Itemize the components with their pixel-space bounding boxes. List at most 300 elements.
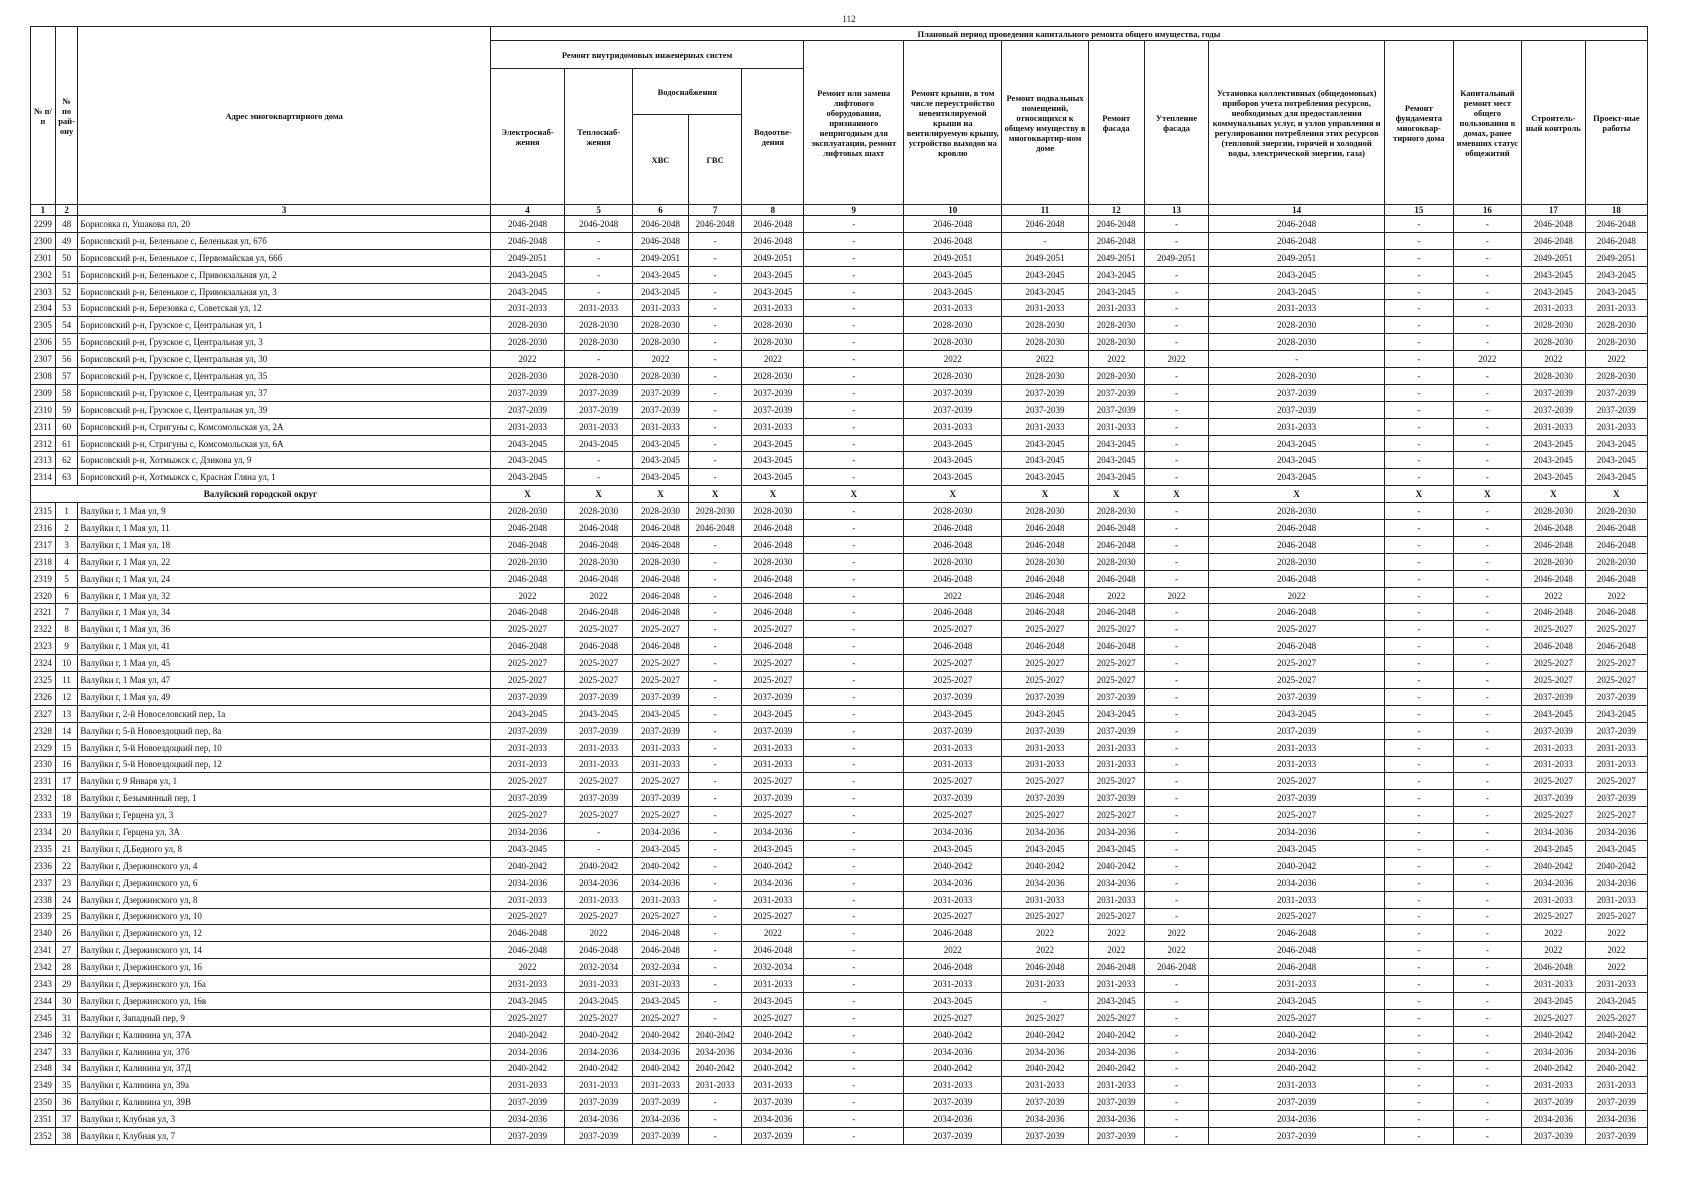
- table-cell: 2025-2027: [565, 621, 633, 638]
- table-cell: 2046-2048: [1521, 570, 1585, 587]
- table-cell: -: [1144, 368, 1209, 385]
- address-cell: Борисовский р-н, Грузское с, Центральная ул, 3: [78, 334, 490, 351]
- table-cell: 2031-2033: [1585, 739, 1647, 756]
- table-cell: -: [804, 959, 904, 976]
- table-cell: 2049-2051: [1144, 249, 1209, 266]
- column-number: 6: [633, 205, 689, 216]
- table-cell: 2025-2027: [742, 621, 804, 638]
- table-cell: -: [1453, 857, 1521, 874]
- address-cell: Валуйки г, 5-й Новоездоцкий пер, 10: [78, 739, 490, 756]
- table-cell: 2028-2030: [565, 503, 633, 520]
- table-cell: 2025-2027: [1002, 908, 1089, 925]
- table-cell: 2025-2027: [1585, 621, 1647, 638]
- table-row: [31, 773, 1648, 790]
- table-cell: 2025-2027: [1088, 672, 1144, 689]
- table-cell: 19: [55, 807, 78, 824]
- table-cell: -: [1384, 655, 1453, 672]
- address-cell: Валуйки г, 5-й Новоездоцкий пер, 12: [78, 756, 490, 773]
- table-cell: -: [1453, 976, 1521, 993]
- table-cell: 2028-2030: [490, 317, 564, 334]
- table-cell: -: [688, 925, 742, 942]
- table-cell: 2028-2030: [1521, 503, 1585, 520]
- table-cell: 50: [55, 249, 78, 266]
- table-cell: -: [1144, 232, 1209, 249]
- header-design: Проект-ные работы: [1585, 41, 1647, 205]
- table-cell: -: [1384, 553, 1453, 570]
- table-cell: 2025-2027: [1002, 773, 1089, 790]
- table-cell: 1: [55, 503, 78, 520]
- table-cell: 2043-2045: [1521, 992, 1585, 1009]
- table-cell: -: [1144, 1094, 1209, 1111]
- table-cell: -: [804, 688, 904, 705]
- table-cell: 63: [55, 469, 78, 486]
- table-cell: 2034-2036: [490, 874, 564, 891]
- table-cell: 2305: [31, 317, 56, 334]
- address-cell: Борисовский р-н, Грузское с, Центральная ул, 39: [78, 401, 490, 418]
- header-insulation: Утепление фасада: [1144, 41, 1209, 205]
- table-cell: 2342: [31, 959, 56, 976]
- table-cell: -: [1144, 401, 1209, 418]
- table-cell: 2046-2048: [1088, 604, 1144, 621]
- table-cell: 2046-2048: [1209, 604, 1384, 621]
- table-cell: 2022: [1088, 351, 1144, 368]
- table-cell: -: [804, 1094, 904, 1111]
- table-cell: -: [1384, 1009, 1453, 1026]
- table-cell: 2022: [1088, 587, 1144, 604]
- table-cell: 2028-2030: [742, 368, 804, 385]
- table-cell: -: [1144, 604, 1209, 621]
- column-number: 16: [1453, 205, 1521, 216]
- table-cell: 2046-2048: [742, 587, 804, 604]
- header-dormitory: Капитальный ремонт мест общего пользования в домах, ранее имевших статус общежитий: [1453, 41, 1521, 205]
- table-cell: 2028-2030: [1521, 368, 1585, 385]
- address-cell: Валуйки г, Дзержинского ул, 16в: [78, 992, 490, 1009]
- table-cell: -: [804, 1128, 904, 1145]
- table-cell: 2031-2033: [742, 976, 804, 993]
- table-cell: 2040-2042: [1585, 1060, 1647, 1077]
- table-cell: -: [1384, 891, 1453, 908]
- table-row: [31, 401, 1648, 418]
- column-number: 13: [1144, 205, 1209, 216]
- table-cell: 2025-2027: [742, 908, 804, 925]
- table-cell: 2031-2033: [1088, 756, 1144, 773]
- table-cell: 2300: [31, 232, 56, 249]
- table-cell: X: [804, 486, 904, 503]
- table-cell: 2031-2033: [1002, 756, 1089, 773]
- table-cell: 2046-2048: [1088, 959, 1144, 976]
- table-cell: -: [1144, 857, 1209, 874]
- table-cell: 2022: [1209, 587, 1384, 604]
- table-cell: 2043-2045: [490, 992, 564, 1009]
- table-cell: 32: [55, 1026, 78, 1043]
- address-cell: Борисовка п, Ушакова пл, 20: [78, 216, 490, 233]
- table-cell: 2025-2027: [565, 672, 633, 689]
- table-cell: -: [688, 790, 742, 807]
- table-cell: 2037-2039: [633, 1128, 689, 1145]
- table-cell: 2022: [565, 925, 633, 942]
- table-cell: -: [1453, 959, 1521, 976]
- table-cell: 2040-2042: [490, 1060, 564, 1077]
- table-cell: -: [1453, 587, 1521, 604]
- address-cell: Валуйки г, 5-й Новоездоцкий пер, 8а: [78, 722, 490, 739]
- table-cell: 2040-2042: [1002, 1026, 1089, 1043]
- table-cell: 2031-2033: [1585, 976, 1647, 993]
- table-cell: -: [804, 604, 904, 621]
- table-cell: 24: [55, 891, 78, 908]
- table-cell: 2031-2033: [1088, 891, 1144, 908]
- table-cell: 2034-2036: [565, 1043, 633, 1060]
- table-cell: -: [804, 1111, 904, 1128]
- table-cell: 2043-2045: [1521, 705, 1585, 722]
- table-cell: -: [1453, 1043, 1521, 1060]
- table-cell: 2025-2027: [1521, 908, 1585, 925]
- address-cell: Борисовский р-н, Грузское с, Центральная ул, 35: [78, 368, 490, 385]
- table-cell: 2022: [1585, 925, 1647, 942]
- table-cell: 2032-2034: [565, 959, 633, 976]
- table-cell: 2028-2030: [1088, 553, 1144, 570]
- table-cell: 2043-2045: [742, 435, 804, 452]
- table-cell: 2046-2048: [742, 638, 804, 655]
- table-cell: 2046-2048: [490, 232, 564, 249]
- table-cell: -: [688, 908, 742, 925]
- table-cell: 2025-2027: [1088, 1009, 1144, 1026]
- table-cell: 2031-2033: [904, 300, 1002, 317]
- table-cell: 2043-2045: [904, 452, 1002, 469]
- table-cell: -: [1144, 469, 1209, 486]
- address-cell: Борисовский р-н, Грузское с, Центральная ул, 30: [78, 351, 490, 368]
- table-cell: 2028-2030: [1209, 334, 1384, 351]
- table-cell: 2037-2039: [565, 688, 633, 705]
- table-cell: 2037-2039: [1088, 688, 1144, 705]
- table-cell: 2028-2030: [1209, 503, 1384, 520]
- table-cell: 2034-2036: [565, 1111, 633, 1128]
- table-cell: -: [1144, 1043, 1209, 1060]
- table-cell: 2034-2036: [633, 1111, 689, 1128]
- address-cell: Валуйки г, Калинина ул, 37Д: [78, 1060, 490, 1077]
- table-cell: 2043-2045: [1585, 840, 1647, 857]
- table-cell: 2037-2039: [742, 384, 804, 401]
- table-row: [31, 604, 1648, 621]
- table-cell: 2028-2030: [633, 334, 689, 351]
- table-row: [31, 722, 1648, 739]
- table-cell: 2301: [31, 249, 56, 266]
- table-cell: 2046-2048: [1209, 942, 1384, 959]
- table-cell: 15: [55, 739, 78, 756]
- table-cell: 2049-2051: [490, 249, 564, 266]
- table-cell: 2043-2045: [1002, 266, 1089, 283]
- table-row: [31, 384, 1648, 401]
- table-cell: 2046-2048: [1209, 216, 1384, 233]
- table-cell: 2025-2027: [742, 807, 804, 824]
- table-cell: -: [688, 638, 742, 655]
- table-cell: 2040-2042: [633, 1026, 689, 1043]
- table-cell: -: [688, 384, 742, 401]
- table-cell: 2046-2048: [1521, 232, 1585, 249]
- table-cell: 2046-2048: [904, 216, 1002, 233]
- table-cell: 2037-2039: [1088, 1094, 1144, 1111]
- table-cell: 54: [55, 317, 78, 334]
- table-cell: 2022: [1585, 351, 1647, 368]
- table-cell: 2025-2027: [1585, 1009, 1647, 1026]
- table-cell: 2046-2048: [1209, 520, 1384, 537]
- table-cell: 2025-2027: [565, 1009, 633, 1026]
- table-cell: 2022: [1453, 351, 1521, 368]
- table-cell: 2031-2033: [633, 756, 689, 773]
- table-cell: 2034-2036: [688, 1043, 742, 1060]
- table-cell: -: [1384, 621, 1453, 638]
- table-cell: 2321: [31, 604, 56, 621]
- table-cell: 2031-2033: [904, 739, 1002, 756]
- table-cell: 10: [55, 655, 78, 672]
- table-cell: -: [1453, 553, 1521, 570]
- table-cell: -: [804, 790, 904, 807]
- table-row: [31, 688, 1648, 705]
- table-cell: 2037-2039: [490, 384, 564, 401]
- table-cell: 2028-2030: [1088, 368, 1144, 385]
- table-cell: 2031-2033: [742, 756, 804, 773]
- table-cell: 61: [55, 435, 78, 452]
- table-cell: 2034-2036: [1585, 874, 1647, 891]
- table-cell: 2306: [31, 334, 56, 351]
- header-engineering-systems: Ремонт внутридомовых инженерных систем: [490, 41, 803, 69]
- table-cell: -: [1384, 1060, 1453, 1077]
- table-row: [31, 520, 1648, 537]
- table-row: [31, 570, 1648, 587]
- table-cell: X: [688, 486, 742, 503]
- table-row: [31, 891, 1648, 908]
- table-cell: 2025-2027: [1088, 621, 1144, 638]
- table-cell: -: [1453, 807, 1521, 824]
- table-cell: -: [1384, 638, 1453, 655]
- table-cell: 2025-2027: [633, 1009, 689, 1026]
- table-cell: 2025-2027: [1002, 1009, 1089, 1026]
- table-cell: 2043-2045: [1209, 705, 1384, 722]
- table-cell: 2034-2036: [565, 874, 633, 891]
- table-row: [31, 334, 1648, 351]
- table-cell: -: [804, 1043, 904, 1060]
- table-cell: 2043-2045: [1209, 435, 1384, 452]
- column-number: 14: [1209, 205, 1384, 216]
- table-cell: 30: [55, 992, 78, 1009]
- table-cell: 2040-2042: [490, 1026, 564, 1043]
- table-cell: 2031-2033: [1585, 756, 1647, 773]
- table-cell: -: [804, 503, 904, 520]
- table-cell: -: [1144, 1128, 1209, 1145]
- address-cell: Валуйки г, Дзержинского ул, 6: [78, 874, 490, 891]
- table-row: [31, 840, 1648, 857]
- table-cell: 2028-2030: [1002, 368, 1089, 385]
- table-cell: 2031-2033: [1209, 418, 1384, 435]
- table-cell: 2031-2033: [1521, 891, 1585, 908]
- table-row: [31, 283, 1648, 300]
- table-cell: 2046-2048: [490, 604, 564, 621]
- table-cell: -: [1144, 672, 1209, 689]
- table-cell: -: [1384, 959, 1453, 976]
- table-cell: 2028-2030: [1209, 317, 1384, 334]
- table-cell: 2046-2048: [490, 216, 564, 233]
- table-cell: 2037-2039: [904, 384, 1002, 401]
- table-cell: 2043-2045: [1585, 705, 1647, 722]
- table-row: [31, 925, 1648, 942]
- table-cell: 2343: [31, 976, 56, 993]
- table-cell: -: [688, 283, 742, 300]
- table-cell: -: [1453, 216, 1521, 233]
- table-cell: -: [1002, 992, 1089, 1009]
- table-cell: -: [1144, 722, 1209, 739]
- table-cell: 2344: [31, 992, 56, 1009]
- table-cell: -: [804, 925, 904, 942]
- table-cell: -: [688, 266, 742, 283]
- table-cell: 2309: [31, 384, 56, 401]
- table-cell: 2322: [31, 621, 56, 638]
- table-cell: 2037-2039: [1088, 722, 1144, 739]
- table-cell: -: [688, 351, 742, 368]
- table-cell: X: [633, 486, 689, 503]
- address-cell: Валуйки г, Калинина ул, 37б: [78, 1043, 490, 1060]
- table-cell: -: [688, 553, 742, 570]
- table-cell: -: [1453, 874, 1521, 891]
- table-cell: -: [1453, 317, 1521, 334]
- table-cell: 2037-2039: [565, 1094, 633, 1111]
- header-facade: Ремонт фасада: [1088, 41, 1144, 205]
- table-cell: 2046-2048: [633, 587, 689, 604]
- section-row: [31, 486, 1648, 503]
- column-number: 11: [1002, 205, 1089, 216]
- table-cell: -: [1384, 722, 1453, 739]
- table-cell: 2046-2048: [742, 216, 804, 233]
- table-cell: 2031-2033: [1521, 756, 1585, 773]
- table-cell: 2028-2030: [633, 553, 689, 570]
- table-cell: 2025-2027: [633, 807, 689, 824]
- header-basement: Ремонт подвальных помещений, относящихся к общему имуществу в многоквартир-ном доме: [1002, 41, 1089, 205]
- table-cell: 2046-2048: [1585, 604, 1647, 621]
- table-row: [31, 553, 1648, 570]
- table-cell: 2319: [31, 570, 56, 587]
- table-cell: 2031-2033: [742, 300, 804, 317]
- table-cell: -: [804, 655, 904, 672]
- table-cell: 2046-2048: [490, 520, 564, 537]
- table-cell: 2025-2027: [1002, 621, 1089, 638]
- table-cell: 2037-2039: [565, 722, 633, 739]
- table-cell: 58: [55, 384, 78, 401]
- table-cell: 2028-2030: [1209, 368, 1384, 385]
- table-cell: 2034-2036: [1088, 1043, 1144, 1060]
- table-cell: 2043-2045: [565, 992, 633, 1009]
- table-cell: 2043-2045: [904, 266, 1002, 283]
- table-cell: 2034-2036: [1209, 824, 1384, 841]
- table-cell: 2046-2048: [1585, 216, 1647, 233]
- table-cell: 13: [55, 705, 78, 722]
- table-cell: 2043-2045: [1209, 469, 1384, 486]
- table-cell: 2046-2048: [490, 925, 564, 942]
- table-cell: 2043-2045: [633, 283, 689, 300]
- table-cell: 2025-2027: [1209, 807, 1384, 824]
- address-cell: Валуйки г, Дзержинского ул, 8: [78, 891, 490, 908]
- table-cell: 2037-2039: [565, 384, 633, 401]
- table-cell: 2025-2027: [1585, 773, 1647, 790]
- table-cell: -: [688, 1128, 742, 1145]
- table-cell: 2037-2039: [742, 688, 804, 705]
- table-cell: 2022: [1585, 942, 1647, 959]
- table-cell: 2040-2042: [633, 857, 689, 874]
- table-cell: 29: [55, 976, 78, 993]
- table-cell: 4: [55, 553, 78, 570]
- table-cell: -: [1144, 756, 1209, 773]
- table-cell: 2025-2027: [904, 621, 1002, 638]
- table-cell: 2043-2045: [1521, 435, 1585, 452]
- table-cell: -: [1144, 824, 1209, 841]
- table-cell: 2037-2039: [633, 401, 689, 418]
- table-cell: 2022: [490, 959, 564, 976]
- table-cell: 2307: [31, 351, 56, 368]
- table-cell: -: [1453, 891, 1521, 908]
- table-cell: 2: [55, 520, 78, 537]
- table-cell: 2022: [1088, 942, 1144, 959]
- table-cell: -: [804, 638, 904, 655]
- table-cell: -: [688, 976, 742, 993]
- table-cell: 2046-2048: [1002, 638, 1089, 655]
- table-cell: 2043-2045: [1209, 992, 1384, 1009]
- table-cell: 2040-2042: [688, 1060, 742, 1077]
- table-cell: -: [1453, 638, 1521, 655]
- table-cell: -: [1453, 300, 1521, 317]
- table-cell: 2028-2030: [1088, 334, 1144, 351]
- table-cell: -: [1384, 756, 1453, 773]
- table-cell: 2034-2036: [742, 1043, 804, 1060]
- table-cell: -: [1384, 300, 1453, 317]
- table-cell: -: [804, 840, 904, 857]
- table-cell: 2318: [31, 553, 56, 570]
- table-cell: -: [1453, 992, 1521, 1009]
- table-cell: -: [1384, 790, 1453, 807]
- table-cell: -: [1453, 621, 1521, 638]
- header-roof: Ремонт крыши, в том числе переустройство невентилируемой крыши на вентилируемую крышу, устройство выходов на кровлю: [904, 41, 1002, 205]
- table-cell: 2330: [31, 756, 56, 773]
- header-address: Адрес многоквартирного дома: [78, 27, 490, 205]
- table-cell: 2025-2027: [490, 621, 564, 638]
- column-number: 17: [1521, 205, 1585, 216]
- table-cell: 2028-2030: [904, 368, 1002, 385]
- column-number: 4: [490, 205, 564, 216]
- header-electric: Электроснаб-жения: [490, 69, 564, 205]
- table-cell: 48: [55, 216, 78, 233]
- table-cell: 2043-2045: [742, 266, 804, 283]
- table-cell: 2040-2042: [904, 1060, 1002, 1077]
- table-cell: -: [1453, 520, 1521, 537]
- address-cell: Валуйки г, Калинина ул, 39В: [78, 1094, 490, 1111]
- table-cell: 2037-2039: [904, 722, 1002, 739]
- header-hvs: ХВС: [633, 115, 689, 205]
- table-cell: 2031-2033: [1088, 1077, 1144, 1094]
- table-cell: 2034-2036: [490, 824, 564, 841]
- table-cell: 2034-2036: [742, 1111, 804, 1128]
- table-cell: -: [565, 452, 633, 469]
- table-cell: 2046-2048: [633, 638, 689, 655]
- table-cell: -: [804, 520, 904, 537]
- table-row: [31, 368, 1648, 385]
- table-cell: 2043-2045: [742, 283, 804, 300]
- table-cell: -: [1453, 469, 1521, 486]
- table-cell: 25: [55, 908, 78, 925]
- table-cell: 2046-2048: [1585, 638, 1647, 655]
- table-cell: -: [804, 266, 904, 283]
- table-cell: 2043-2045: [490, 705, 564, 722]
- table-cell: -: [1453, 503, 1521, 520]
- table-cell: 2339: [31, 908, 56, 925]
- table-cell: -: [1144, 992, 1209, 1009]
- table-cell: 11: [55, 672, 78, 689]
- table-cell: -: [688, 756, 742, 773]
